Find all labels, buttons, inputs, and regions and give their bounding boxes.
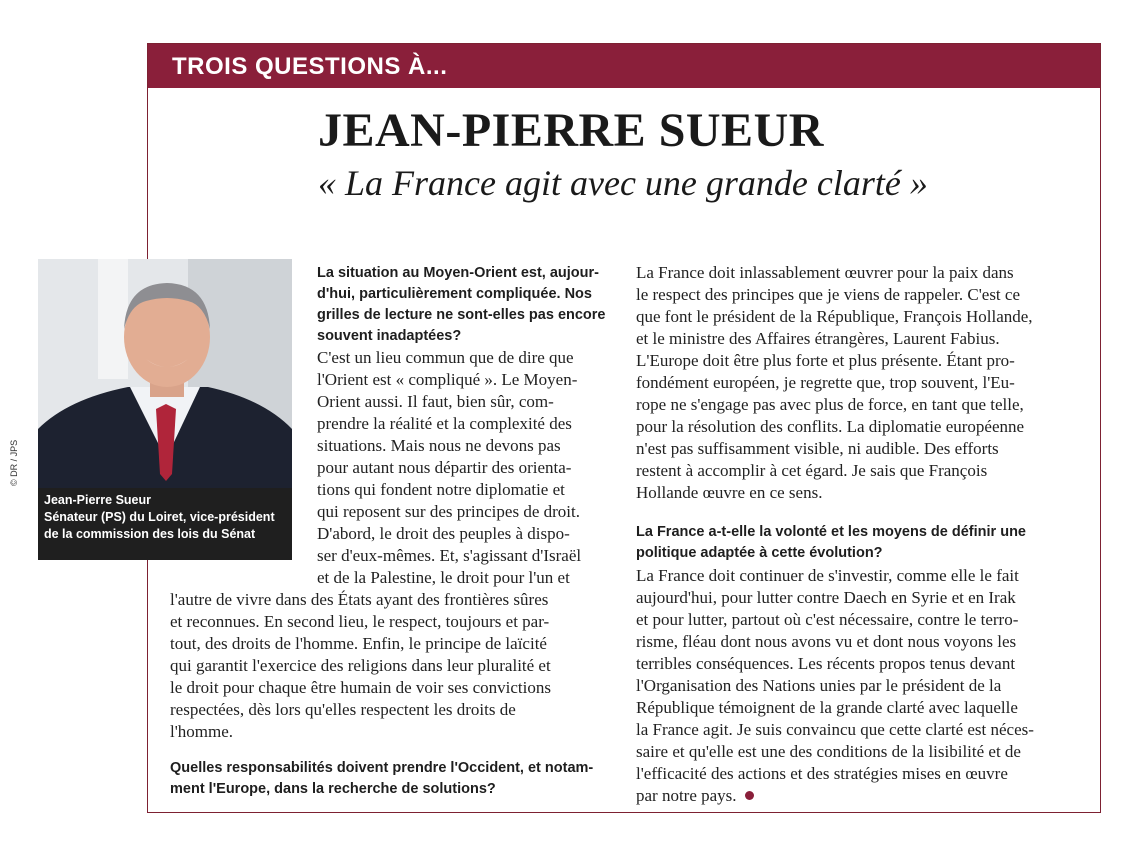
caption-role-line: de la commission des lois du Sénat (44, 527, 256, 541)
question-1-line: grilles de lecture ne sont-elles pas encore (317, 307, 606, 323)
answer-3-line: aujourd'hui, pour lutter contre Daech en Syrie et en Irak (636, 588, 1016, 607)
question-1-line: souvent inadaptées? (317, 328, 462, 344)
answer-3-line: par notre pays. (636, 786, 737, 805)
answer-3-last-line (636, 786, 754, 806)
answer-1-line: et reconnues. En second lieu, le respect, toujours et par- (170, 612, 550, 631)
answer-1-line: et de la Palestine, le droit pour l'un et (317, 568, 570, 587)
answer-1-line: qui reposent sur des principes de droit. (317, 502, 580, 521)
caption-role-line: Sénateur (PS) du Loiret, vice-président (44, 510, 275, 524)
question-1-line: La situation au Moyen-Orient est, aujour- (317, 265, 599, 281)
answer-2-line: fondément européen, je regrette que, trop souvent, l'Eu- (636, 373, 1015, 392)
headline-quote: « La France agit avec une grande clarté » (318, 163, 928, 203)
question-3-line: politique adaptée à cette évolution? (636, 545, 883, 561)
answer-1-line: l'autre de vivre dans des États ayant des frontières sûres (170, 590, 549, 609)
answer-2-line: que font le président de la République, François Hollande, (636, 307, 1033, 326)
answer-1-line: l'homme. (170, 722, 234, 741)
answer-1-line: pour autant nous départir des orienta- (317, 458, 572, 477)
answer-1-line: D'abord, le droit des peuples à dispo- (317, 524, 570, 543)
answer-1-line: C'est un lieu commun que de dire que (317, 348, 574, 367)
answer-2-line: et le ministre des Affaires étrangères, Laurent Fabius. (636, 329, 1000, 348)
question-3-line: La France a-t-elle la volonté et les moyens de définir une (636, 524, 1026, 540)
answer-2-line: n'est pas suffisamment visible, ni audible. Des efforts (636, 439, 999, 458)
banner-label: TROIS QUESTIONS À... (172, 53, 448, 80)
answer-3-line: risme, fléau dont nous avons vu et dont nous voyons les (636, 632, 1017, 651)
answer-1-line: situations. Mais nous ne devons pas (317, 436, 561, 455)
answer-3-line: République témoignent de la grande clarté avec laquelle (636, 698, 1018, 717)
answer-1-line: tions qui fondent notre diplomatie et (317, 480, 565, 499)
answer-1-line: Orient aussi. Il faut, bien sûr, com- (317, 392, 554, 411)
question-1-line: d'hui, particulièrement compliquée. Nos (317, 286, 592, 302)
answer-3-line: terribles conséquences. Les récents propos tenus devant (636, 654, 1016, 673)
answer-1-line: respectées, dès lors qu'elles respectent les droits de (170, 700, 516, 719)
answer-2-line: le respect des principes que je viens de rappeler. C'est ce (636, 285, 1020, 304)
answer-2-line: L'Europe doit être plus forte et plus présente. Étant pro- (636, 351, 1015, 370)
question-2-line: ment l'Europe, dans la recherche de solutions? (170, 781, 496, 797)
answer-1-line: tout, des droits de l'homme. Enfin, le principe de laïcité (170, 634, 547, 653)
answer-1-line: l'Orient est « compliqué ». Le Moyen- (317, 370, 578, 389)
answer-2-line: rope ne s'engage pas avec plus de force, en tant que telle, (636, 395, 1024, 414)
answer-1-line: prendre la réalité et la complexité des (317, 414, 572, 433)
caption-name: Jean-Pierre Sueur (44, 493, 151, 507)
answer-1-line: le droit pour chaque être humain de voir ses convictions (170, 678, 551, 697)
portrait-photo (38, 259, 292, 488)
answer-3-line: et pour lutter, partout où c'est nécessaire, contre le terro- (636, 610, 1019, 629)
answer-3-line: saire et qu'elle est une des conditions de la lisibilité et de (636, 742, 1021, 761)
answer-1-line: ser d'eux-mêmes. Et, s'agissant d'Israël (317, 546, 582, 565)
section-banner (148, 44, 1100, 88)
answer-3-line: La France doit continuer de s'investir, comme elle le fait (636, 566, 1019, 585)
portrait-illustration (38, 259, 292, 488)
answer-1-line: qui garantit l'exercice des religions dans leur pluralité et (170, 656, 551, 675)
answer-2-line: pour la résolution des conflits. La diplomatie européenne (636, 417, 1025, 436)
answer-2-line: Hollande œuvre en ce sens. (636, 483, 823, 502)
photo-caption (38, 488, 292, 560)
answer-2-line: La France doit inlassablement œuvrer pour la paix dans (636, 263, 1014, 282)
photo-credit: © DR / JPS (9, 439, 19, 486)
answer-3-line: la France agit. Je suis convaincu que cette clarté est néces- (636, 720, 1034, 739)
answer-3-line: l'efficacité des actions et des stratégies mises en œuvre (636, 764, 1008, 783)
interviewee-name: JEAN-PIERRE SUEUR (318, 104, 824, 157)
answer-3-line: l'Organisation des Nations unies par le président de la (636, 676, 1002, 695)
question-2-line: Quelles responsabilités doivent prendre l'Occident, et notam- (170, 760, 594, 776)
end-mark-icon (745, 791, 754, 800)
answer-2-line: restent à accomplir à cet égard. Je sais que François (636, 461, 988, 480)
